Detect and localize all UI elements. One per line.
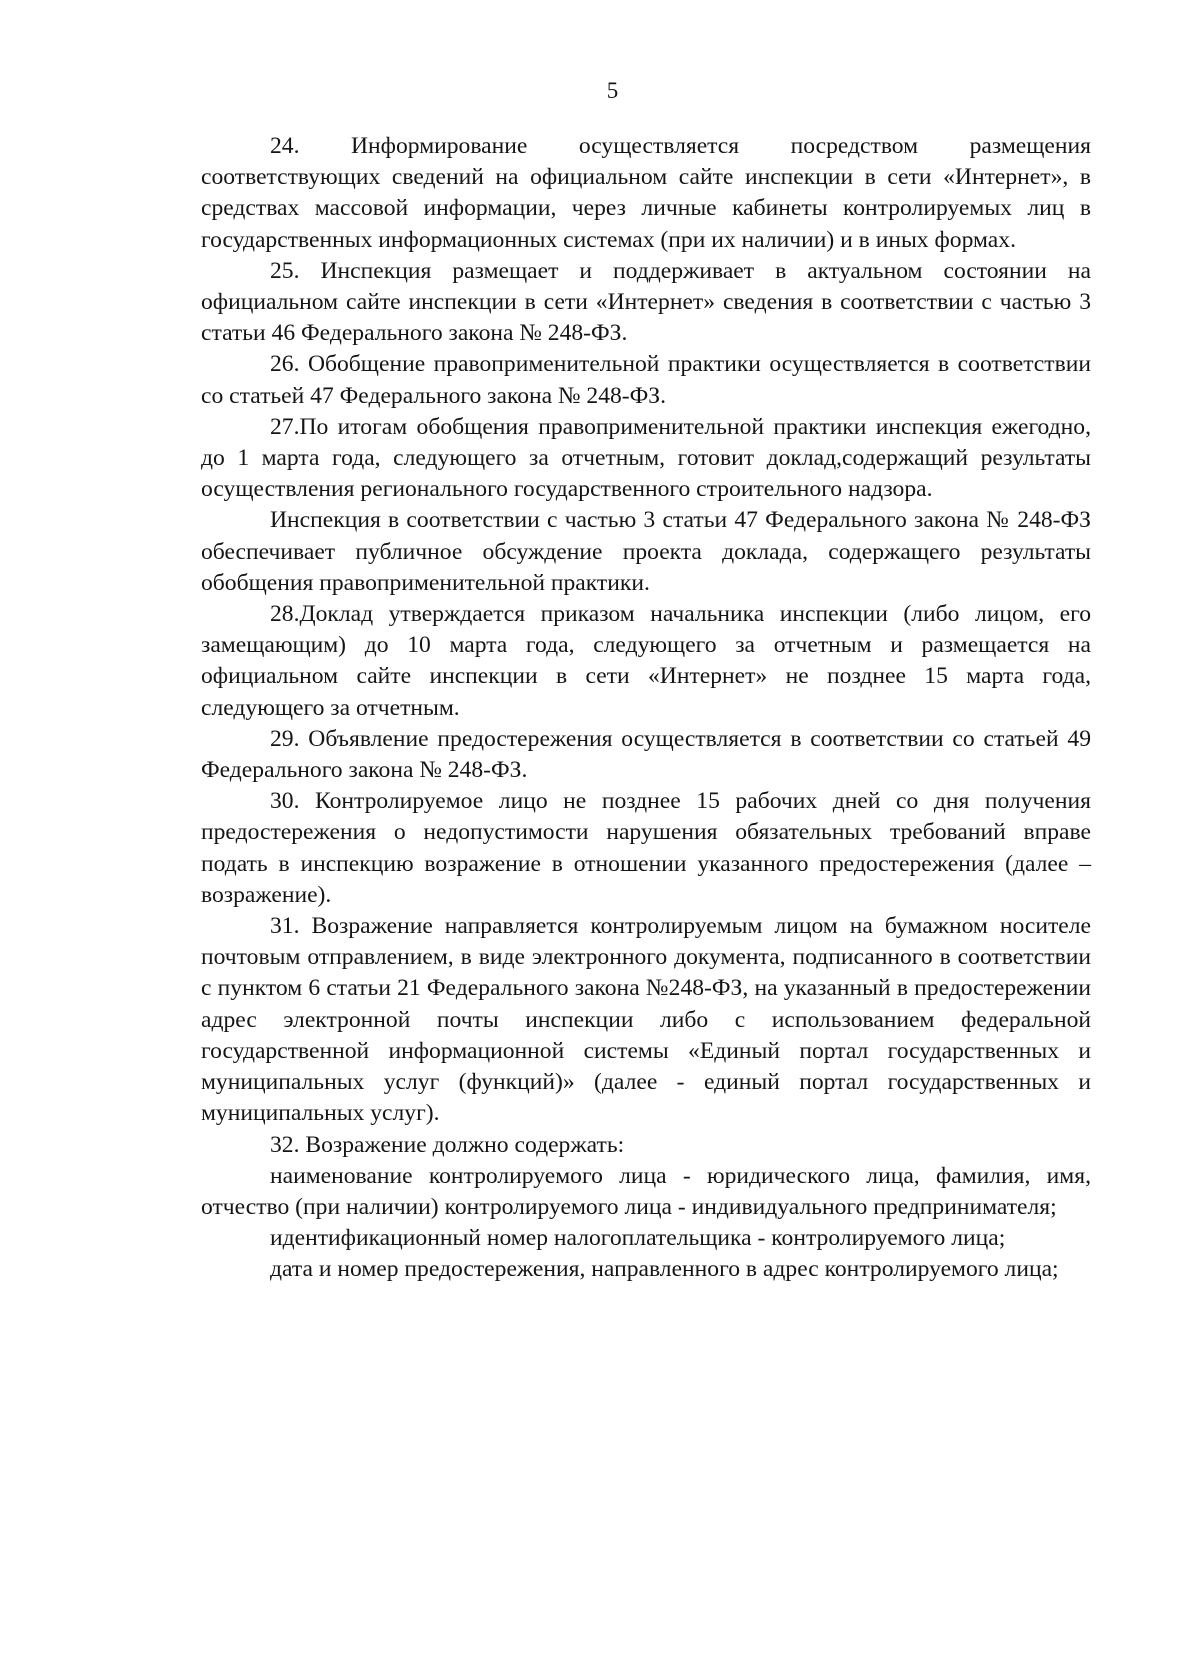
paragraph-25: 25. Инспекция размещает и поддерживает в актуальном состоянии на официальном сайте инспекции в сети «Интернет» сведения в соответствии с частью 3 статьи 46 Федерального закона № 248-ФЗ. (201, 257, 1091, 347)
paragraph-26: 26. Обобщение правоприменительной практики осуществляется в соответствии со статьей 47 Федерального закона № 248-ФЗ. (201, 351, 1091, 409)
list-item-taxpayer-id: идентификационный номер налогоплательщика - контролируемого лица; (270, 1225, 1006, 1252)
paragraph-29: 29. Объявление предостережения осуществляется в соответствии со статьей 49 Федерального закона № 248-ФЗ. (201, 725, 1091, 784)
paragraph-31: 31. Возражение направляется контролируемым лицом на бумажном носителе почтовым отправлением, в виде электронного документа, подписанного в соответствии с пунктом 6 статьи 21 Федерального закона №248-ФЗ, на указанный в предостережении адрес электронной почты инспекции либо с использованием федеральной государственной информационной системы «Единый портал государственных и муниципальных услуг (функций)» (далее - единый портал государственных и муниципальных услуг). (201, 913, 1091, 1127)
paragraph-28: 28.Доклад утверждается приказом начальника инспекции (либо лицом, его замещающим) до 10 марта года, следующего за отчетным и размещается на официальном сайте инспекции в сети «Интернет» не позднее 15 марта года, следующего за отчетным. (201, 601, 1091, 721)
list-item-warning-date-number: дата и номер предостережения, направленного в адрес контролируемого лица; (270, 1256, 1059, 1283)
paragraph-27: 27.По итогам обобщения правоприменительной практики инспекция ежегодно, до 1 марта года, следующего за отчетным, готовит доклад,содержащий результаты осуществления регионального государственного строительного надзора. (201, 413, 1091, 503)
paragraph-30: 30. Контролируемое лицо не позднее 15 рабочих дней со дня получения предостережения о недопустимости нарушения обязательных требований вправе подать в инспекцию возражение в отношении указанного предостережения (далее – возражение). (201, 788, 1091, 908)
document-body (201, 131, 1091, 1286)
paragraph-24: 24. Информирование осуществляется посредством размещения соответствующих сведений на официальном сайте инспекции в сети «Интернет», в средствах массовой информации, через личные кабинеты контролируемых лиц в государственных информационных системах (при их наличии) и в иных формах. (201, 133, 1091, 253)
page-number: 5 (606, 78, 619, 103)
paragraph-32: 32. Возражение должно содержать: (270, 1131, 625, 1158)
paragraph-27-continuation: Инспекция в соответствии с частью 3 статьи 47 Федерального закона № 248-ФЗ обеспечивает публичное обсуждение проекта доклада, содержащего результаты обобщения правоприменительной практики. (201, 507, 1091, 596)
list-item-contolled-person-name: наименование контролируемого лица - юридического лица, фамилия, имя, отчество (при наличии) контролируемого лица - индивидуального предпринимателя; (201, 1162, 1091, 1220)
